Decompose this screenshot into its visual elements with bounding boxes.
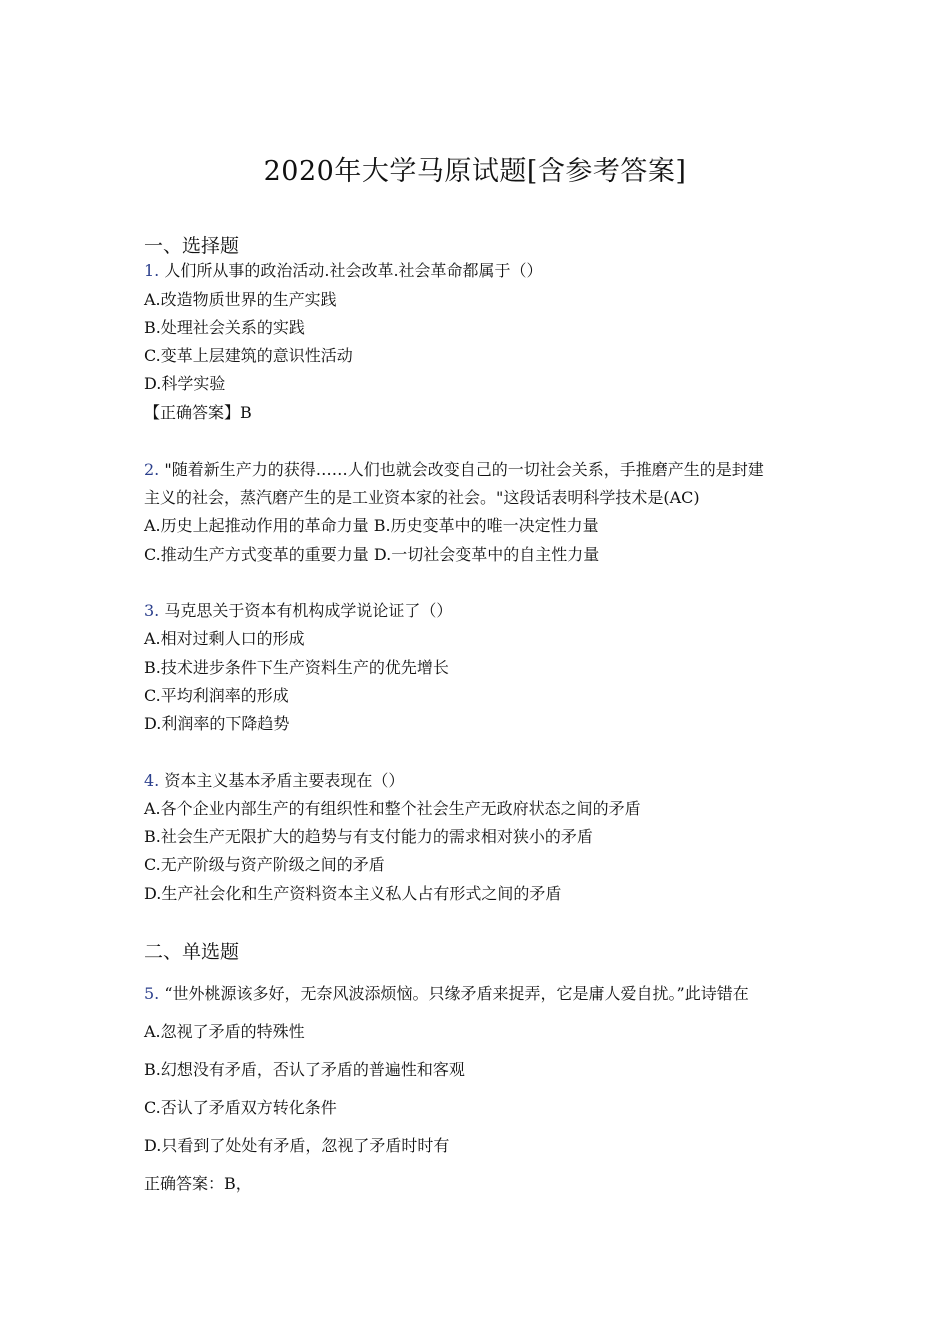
question-5-option-b: B.幻想没有矛盾，否认了矛盾的普遍性和客观: [144, 1060, 465, 1079]
question-1-option-d: D.科学实验: [144, 374, 226, 393]
question-4-option-a: A.各个企业内部生产的有组织性和整个社会生产无政府状态之间的矛盾: [144, 799, 641, 818]
question-3-option-d: D.利润率的下降趋势: [144, 714, 290, 733]
question-1-answer: 【正确答案】B: [144, 403, 252, 422]
question-3-option-a: A.相对过剩人口的形成: [144, 629, 305, 648]
question-5-answer: 正确答案：B，: [144, 1174, 252, 1193]
question-2-options-cd: C.推动生产方式变革的重要力量 D.一切社会变革中的自主性力量: [144, 545, 600, 564]
question-5-number: 5.: [144, 984, 160, 1003]
question-1-stem-line: [144, 259, 543, 283]
question-3-option-c: C.平均利润率的形成: [144, 686, 289, 705]
question-4-option-d: D.生产社会化和生产资料资本主义私人占有形式之间的矛盾: [144, 884, 562, 903]
question-5-stem-line: [144, 982, 749, 1006]
question-2-stem-line-2: 主义的社会，蒸汽磨产生的是工业资本家的社会。"这段话表明科学技术是(AC): [144, 488, 700, 507]
question-4-stem: 资本主义基本矛盾主要表现在（）: [164, 771, 405, 790]
question-5-option-d: D.只看到了处处有矛盾，忽视了矛盾时时有: [144, 1136, 450, 1155]
question-2-number: 2.: [144, 460, 160, 479]
question-2-stem-line-1: [144, 458, 764, 482]
question-5-option-a: A.忽视了矛盾的特殊性: [144, 1022, 305, 1041]
question-5-stem: “世外桃源该多好，无奈风波添烦恼。只缘矛盾来捉弄，它是庸人爱自扰。”此诗错在: [164, 984, 749, 1003]
question-4-number: 4.: [144, 771, 160, 790]
question-1-option-a: A.改造物质世界的生产实践: [144, 290, 337, 309]
question-1-stem: 人们所从事的政治活动.社会改革.社会革命都属于（）: [164, 261, 543, 280]
question-4-stem-line: [144, 769, 404, 793]
document-title: 2020年大学马原试题[含参考答案]: [263, 156, 687, 187]
question-3-stem-line: [144, 599, 452, 623]
question-4-option-b: B.社会生产无限扩大的趋势与有支付能力的需求相对狭小的矛盾: [144, 827, 593, 846]
section-heading-choice: 一、选择题: [144, 235, 240, 257]
question-1-option-b: B.处理社会关系的实践: [144, 318, 305, 337]
question-3-option-b: B.技术进步条件下生产资料生产的优先增长: [144, 658, 449, 677]
question-3-number: 3.: [144, 601, 160, 620]
question-2-options-ab: A.历史上起推动作用的革命力量 B.历史变革中的唯一决定性力量: [144, 516, 599, 535]
question-3-stem: 马克思关于资本有机构成学说论证了（）: [164, 601, 453, 620]
question-1-number: 1.: [144, 261, 160, 280]
section-heading-single-choice: 二、单选题: [144, 941, 240, 963]
question-5-option-c: C.否认了矛盾双方转化条件: [144, 1098, 337, 1117]
question-4-option-c: C.无产阶级与资产阶级之间的矛盾: [144, 855, 385, 874]
question-2-stem-part-1: "随着新生产力的获得……人们也就会改变自己的一切社会关系，手推磨产生的是封建: [164, 460, 764, 479]
question-1-option-c: C.变革上层建筑的意识性活动: [144, 346, 353, 365]
